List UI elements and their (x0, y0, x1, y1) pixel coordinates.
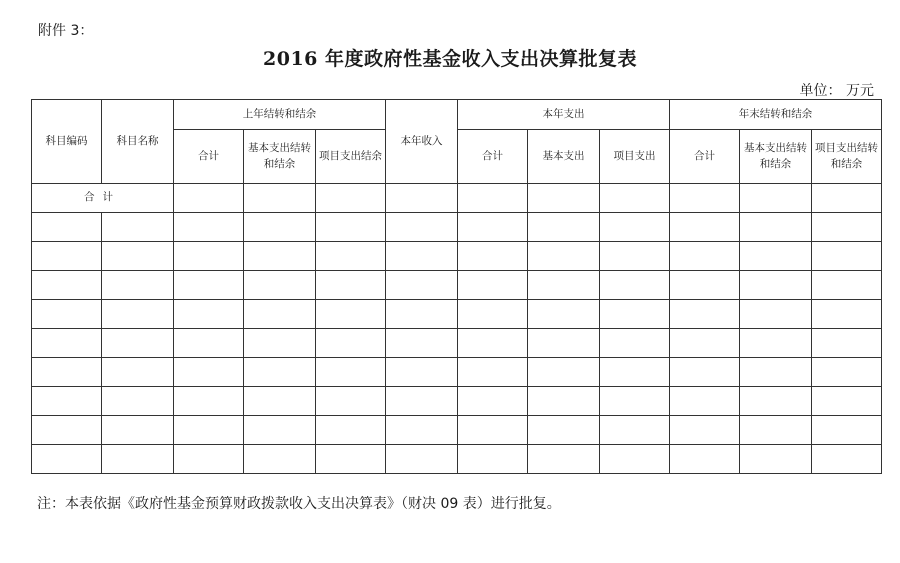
table-cell (244, 387, 316, 416)
table-cell (812, 358, 882, 387)
table-cell (458, 271, 528, 300)
table-cell (812, 445, 882, 474)
table-cell (670, 271, 740, 300)
table-row (32, 300, 882, 329)
table-cell (740, 387, 812, 416)
table-cell (386, 445, 458, 474)
table-cell (528, 387, 600, 416)
table-cell (316, 242, 386, 271)
table-cell (528, 300, 600, 329)
header-end-total: 合计 (670, 130, 740, 184)
table-cell (812, 213, 882, 242)
table-cell (670, 300, 740, 329)
table-cell (386, 329, 458, 358)
table-cell (740, 213, 812, 242)
table-cell (386, 358, 458, 387)
table-cell (740, 242, 812, 271)
table-cell (174, 329, 244, 358)
table-cell (32, 300, 102, 329)
table-cell (102, 445, 174, 474)
table-cell (600, 271, 670, 300)
header-current-total: 合计 (458, 130, 528, 184)
table-cell (102, 242, 174, 271)
attachment-label: 附件 3： (38, 23, 94, 39)
table-cell (670, 242, 740, 271)
table-row (32, 387, 882, 416)
header-end-basic: 基本支出结转和结余 (740, 130, 812, 184)
table-cell (386, 213, 458, 242)
table-row (32, 416, 882, 445)
approval-table (31, 99, 882, 474)
table-cell (458, 300, 528, 329)
table-cell (600, 358, 670, 387)
table-cell (102, 358, 174, 387)
table-cell (600, 184, 670, 213)
total-row-label: 合计 (32, 184, 174, 213)
table-cell (102, 329, 174, 358)
table-cell (244, 213, 316, 242)
table-row (32, 329, 882, 358)
table-cell (316, 445, 386, 474)
table-row (32, 271, 882, 300)
table-cell (670, 184, 740, 213)
table-cell (458, 213, 528, 242)
table-cell (740, 300, 812, 329)
header-prev-basic: 基本支出结转和结余 (244, 130, 316, 184)
table-cell (812, 184, 882, 213)
table-cell (812, 329, 882, 358)
table-cell (600, 416, 670, 445)
table-cell (670, 416, 740, 445)
table-cell (528, 271, 600, 300)
table-cell (316, 300, 386, 329)
table-cell (32, 329, 102, 358)
table-cell (670, 213, 740, 242)
header-subject-name: 科目名称 (102, 100, 174, 184)
table-cell (316, 358, 386, 387)
table-cell (458, 358, 528, 387)
header-prev-total: 合计 (174, 130, 244, 184)
table-cell (600, 213, 670, 242)
table-cell (174, 445, 244, 474)
table-cell (600, 445, 670, 474)
table-row (32, 358, 882, 387)
table-row (32, 213, 882, 242)
table-cell (102, 213, 174, 242)
table-cell (386, 387, 458, 416)
header-current-income: 本年收入 (386, 100, 458, 184)
unit-label: 单位： 万元 (799, 83, 874, 99)
table-cell (244, 300, 316, 329)
table-cell (812, 300, 882, 329)
table-cell (244, 271, 316, 300)
table-cell (740, 184, 812, 213)
table-cell (32, 445, 102, 474)
table-cell (316, 184, 386, 213)
header-prev-project: 项目支出结余 (316, 130, 386, 184)
table-cell (244, 242, 316, 271)
table-cell (528, 358, 600, 387)
header-group-prev-carryover: 上年结转和结余 (174, 100, 386, 130)
table-cell (174, 416, 244, 445)
table-cell (174, 271, 244, 300)
table-cell (316, 387, 386, 416)
table-cell (102, 416, 174, 445)
table-cell (740, 445, 812, 474)
table-cell (458, 445, 528, 474)
header-group-current-expenditure: 本年支出 (458, 100, 670, 130)
table-cell (600, 300, 670, 329)
table-cell (600, 242, 670, 271)
table-cell (386, 300, 458, 329)
table-cell (244, 358, 316, 387)
table-cell (244, 416, 316, 445)
empty-rows (32, 213, 882, 474)
table-cell (174, 387, 244, 416)
table-cell (32, 271, 102, 300)
table-cell (528, 445, 600, 474)
header-subject-code: 科目编码 (32, 100, 102, 184)
table-cell (32, 213, 102, 242)
table-cell (32, 358, 102, 387)
table-cell (316, 271, 386, 300)
header-group-year-end-carryover: 年末结转和结余 (670, 100, 882, 130)
table-cell (458, 242, 528, 271)
table-cell (386, 271, 458, 300)
table-cell (528, 213, 600, 242)
table-cell (316, 416, 386, 445)
header-end-project: 项目支出结转和结余 (812, 130, 882, 184)
table-cell (32, 387, 102, 416)
table-cell (740, 416, 812, 445)
table-cell (386, 416, 458, 445)
page-title: 2016 年度政府性基金收入支出决算批复表 (263, 48, 637, 70)
table-cell (812, 271, 882, 300)
table-row (32, 242, 882, 271)
table-cell (102, 300, 174, 329)
table-cell (32, 416, 102, 445)
table-cell (528, 184, 600, 213)
table-cell (244, 445, 316, 474)
table-cell (740, 358, 812, 387)
table-cell (740, 271, 812, 300)
table-cell (174, 300, 244, 329)
table-cell (812, 416, 882, 445)
header-current-basic: 基本支出 (528, 130, 600, 184)
table-cell (670, 358, 740, 387)
table-cell (244, 329, 316, 358)
table-cell (670, 445, 740, 474)
table-cell (528, 329, 600, 358)
table-cell (670, 387, 740, 416)
table-cell (174, 213, 244, 242)
header-current-project: 项目支出 (600, 130, 670, 184)
table-cell (458, 387, 528, 416)
table-cell (670, 329, 740, 358)
table-cell (316, 329, 386, 358)
table-cell (600, 329, 670, 358)
table-cell (32, 242, 102, 271)
table-cell (174, 358, 244, 387)
table-cell (102, 387, 174, 416)
table-cell (244, 184, 316, 213)
table-cell (740, 329, 812, 358)
table-cell (812, 242, 882, 271)
table-cell (316, 213, 386, 242)
table-cell (458, 416, 528, 445)
table-cell (174, 184, 244, 213)
table-cell (458, 184, 528, 213)
table-cell (174, 242, 244, 271)
table-cell (528, 416, 600, 445)
table-cell (600, 387, 670, 416)
table-cell (386, 242, 458, 271)
footnote: 注：本表依据《政府性基金预算财政拨款收入支出决算表》（财决 09 表）进行批复。 (37, 496, 561, 512)
table-cell (386, 184, 458, 213)
table-cell (458, 329, 528, 358)
table-cell (102, 271, 174, 300)
table-row (32, 445, 882, 474)
table-cell (812, 387, 882, 416)
table-cell (528, 242, 600, 271)
